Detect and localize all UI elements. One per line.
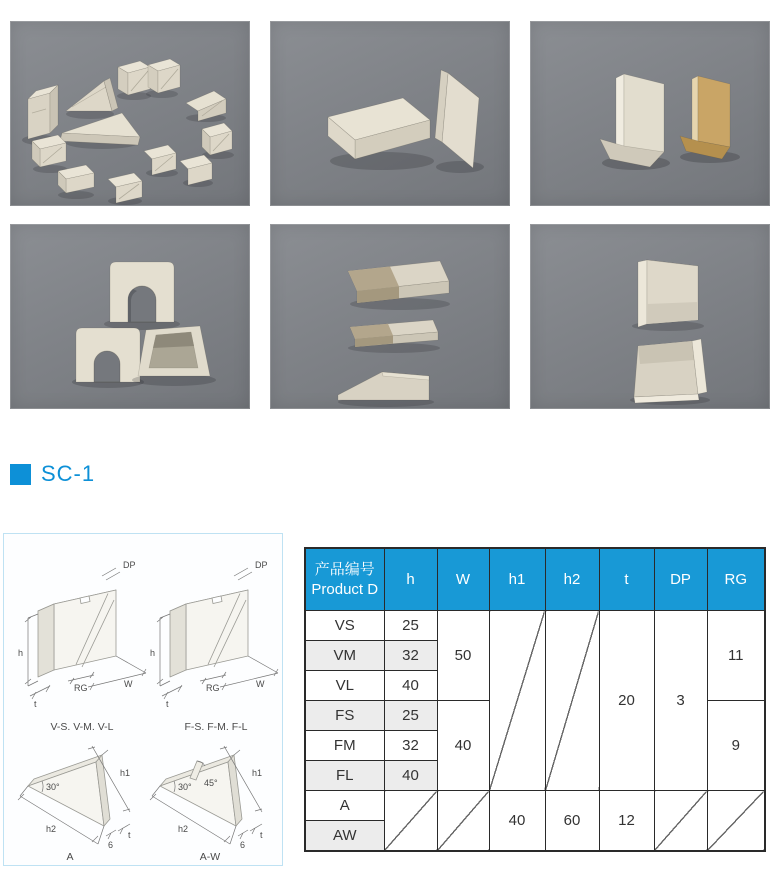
header-product — [305, 548, 384, 611]
cell-code-fm: FM — [305, 731, 384, 761]
cell-t-vf: 20 — [599, 611, 654, 791]
section-header — [10, 461, 95, 487]
photo-bars — [270, 224, 510, 409]
caption-v-series: V-S. V-M. V-L — [50, 721, 114, 733]
cell-h1-a: 40 — [489, 791, 545, 852]
photo-assorted-blocks — [10, 21, 250, 206]
slab-plate-image — [270, 21, 510, 206]
header-h: h — [384, 548, 437, 611]
assorted-blocks-image — [10, 21, 250, 206]
dimension-diagram-panel — [3, 533, 283, 866]
header-t: t — [599, 548, 654, 611]
cell-dp-a-na — [654, 791, 707, 852]
dimension-drawings — [4, 534, 282, 865]
header-product-zh: 产品编号 — [314, 561, 375, 578]
caption-a: A — [66, 851, 74, 863]
spec-table — [304, 547, 766, 852]
row-vs — [305, 611, 765, 641]
cell-code-a: A — [305, 791, 384, 821]
dim-label-45deg: 45° — [204, 778, 218, 788]
cell-rg-a-na — [707, 791, 765, 852]
corner-bricks-image — [530, 21, 770, 206]
cell-code-vm: VM — [305, 641, 384, 671]
caption-aw: A-W — [199, 851, 221, 863]
row-a — [305, 791, 765, 821]
cell-w-f: 40 — [437, 701, 489, 791]
photo-corner-bricks — [530, 21, 770, 206]
header-rg: RG — [707, 548, 765, 611]
cell-h-fl: 40 — [384, 761, 437, 791]
cell-w-a-na — [437, 791, 489, 852]
photo-slab-and-plate — [270, 21, 510, 206]
cell-h-vs: 25 — [384, 611, 437, 641]
photo-arch-blocks — [10, 224, 250, 409]
product-photo-grid — [10, 21, 770, 409]
cell-code-vl: VL — [305, 671, 384, 701]
header-h1: h1 — [489, 548, 545, 611]
cell-rg-f: 9 — [707, 701, 765, 791]
cell-h2-a: 60 — [545, 791, 599, 852]
section-title: SC-1 — [41, 461, 96, 486]
cell-t-a: 12 — [599, 791, 654, 852]
cell-w-v: 50 — [437, 611, 489, 701]
header-product-en: Product D — [311, 580, 379, 598]
cell-h-vl: 40 — [384, 671, 437, 701]
header-dp: DP — [654, 548, 707, 611]
spec-table-wrap — [304, 547, 766, 852]
cell-code-aw: AW — [305, 821, 384, 852]
cell-code-fs: FS — [305, 701, 384, 731]
header-w: W — [437, 548, 489, 611]
cell-h1-vf-na — [489, 611, 545, 791]
angle-pieces-image — [530, 224, 770, 409]
cell-code-vs: VS — [305, 611, 384, 641]
photo-angle-pieces — [530, 224, 770, 409]
cell-code-fl: FL — [305, 761, 384, 791]
cell-h2-vf-na — [545, 611, 599, 791]
arch-blocks-image — [10, 224, 250, 409]
cell-h-vm: 32 — [384, 641, 437, 671]
cell-dp-vf: 3 — [654, 611, 707, 791]
cell-rg-v: 11 — [707, 611, 765, 701]
cell-h-fs: 25 — [384, 701, 437, 731]
section-bullet-square — [10, 464, 31, 485]
header-h2: h2 — [545, 548, 599, 611]
caption-f-series: F-S. F-M. F-L — [184, 721, 248, 733]
cell-h-fm: 32 — [384, 731, 437, 761]
cell-h-a-na — [384, 791, 437, 852]
bars-image — [270, 224, 510, 409]
